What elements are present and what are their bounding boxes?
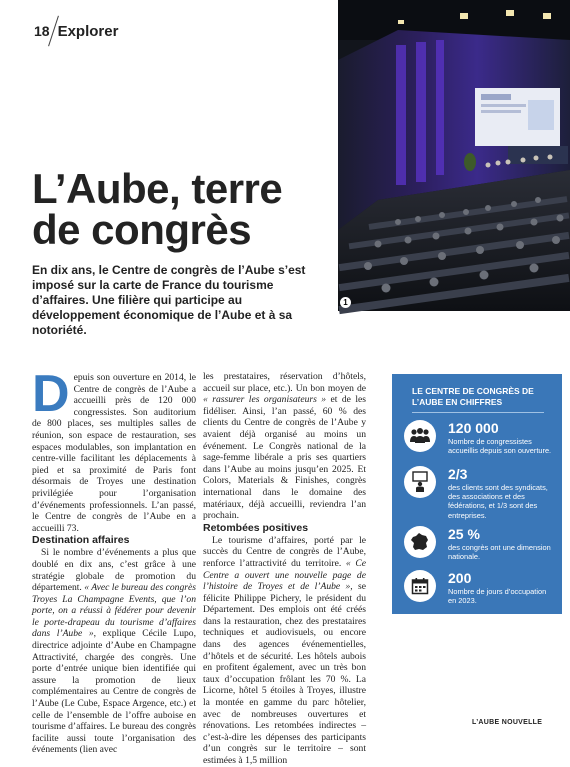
text-segment: , explique Cécile Lupo, directrice adjointe d’Aube en Champagne Attractivité, chargée des congrès. Une porte d’entrée unique bien identifiée qui assure la promotion de lieux complémentaires au Centre de congrès de l’Aube (Le Cube, Espace Argence, etc.) et celle de l’ensemble de l’offre auboise en tourisme d’affaires. Le bureau des congrès facilite aussi toute l’organisation des événements (lien avec xyxy=(32,628,196,756)
stat-clients xyxy=(404,466,556,520)
stat-value: 200 xyxy=(448,570,472,586)
france-map-icon xyxy=(404,526,436,558)
paragraph-intro xyxy=(32,365,196,534)
stat-description: Nombre de congressistes accueillis depuis son ouverture. xyxy=(448,437,552,456)
calendar-icon xyxy=(404,570,436,602)
text-segment: Le tourisme d’affaires, porté par le succès du Centre de congrès de l’Aube, renforce l’attractivité du territoire. xyxy=(203,534,366,569)
page-header xyxy=(34,18,118,44)
stat-value: 120 000 xyxy=(448,420,499,436)
section-label: Explorer xyxy=(57,22,119,40)
stat-occupation xyxy=(404,570,556,605)
paragraph-destination xyxy=(32,547,196,756)
stat-description: des congrès ont une dimension nationale. xyxy=(448,543,551,562)
article-column-1 xyxy=(32,365,196,756)
title-line-2: de congrès xyxy=(32,206,252,253)
key-figures-title: LE CENTRE DE CONGRÈS DE L’AUBE EN CHIFFRES xyxy=(412,386,534,407)
quote-pichery: « Ce Centre a ouvert une nouvelle page de l’histoire de Troyes et de l’Aube » xyxy=(203,557,366,593)
subhead-destination-affaires: Destination affaires xyxy=(32,534,130,547)
dropcap: D xyxy=(32,365,70,423)
magazine-brand: L’AUBE NOUVELLE xyxy=(472,719,543,726)
text-segment: Si le nombre d’événements a plus que doublé en dix ans, c’est grâce à une stratégie globale de promotion du département. xyxy=(32,547,196,594)
stat-description: Nombre de jours d’occupation en 2023. xyxy=(448,587,547,606)
paragraph-retombees xyxy=(203,535,366,767)
text-segment: , se félicite Philippe Pichery, le président du Département. Des emplois ont été créés dans la restauration, chez des prestataires techniques et audiovisuels, ou encore dans des agences événementielles, d’hôtels et de sécurité. Les hôtels aubois en profitent également, avec un très bon taux d’occupation frôlant les 70 %. La Licorne, hôtel 5 étoiles à Troyes, illustre la montée en gamme du parc hôtelier, avec de nombreuses ouvertures et rénovations. Les retombées indirectes – c’est-à-dire les dépenses des participants d’un congrès sur le territoire – sont estimées à 1,5 million xyxy=(203,581,366,766)
stat-description: des clients sont des syndicats, des associations et des fédérations, et 1/3 sont des entreprises. xyxy=(448,483,548,520)
stat-value: 2/3 xyxy=(448,466,468,482)
key-figures-box xyxy=(392,374,562,614)
presenter-icon xyxy=(404,466,436,498)
photo-number-badge: 1 xyxy=(340,297,351,308)
title-line-1: L’Aube, terre xyxy=(32,165,283,212)
subhead-retombees-positives: Retombées positives xyxy=(203,521,309,534)
article-title xyxy=(32,165,332,253)
auditorium-illustration xyxy=(338,0,570,311)
intro-text: epuis son ouverture en 2014, le Centre de congrès de l’Aube a accueilli près de 120 000 congressistes. Son auditorium de 800 places, ses multiples salles de réunion, son espace de restauration, ses espaces modulables, son implantation en centre-ville facilitant les déplacements à pied et sa proximité de Paris font désormais de Troyes une destination privilégiée pour l’organisation d’événements professionnels. L’an passé, le Centre de congrès de l’Aube en a accueilli 73. xyxy=(32,372,196,534)
paragraph-continued xyxy=(203,371,366,522)
text-segment: les prestataires, réservation d’hôtels, accueil sur place, etc.). Un bon moyen de xyxy=(203,371,366,394)
article-column-2 xyxy=(203,371,366,766)
article-lead: En dix ans, le Centre de congrès de l’Aube s’est imposé sur la carte de France du tourisme d’affaires. Une filière qui participe au développement économique de l’Aube et à sa notoriété. xyxy=(32,263,306,337)
key-figures-divider xyxy=(412,412,544,413)
text-segment: et de les fidéliser. Ainsi, l’an passé, 60 % des clients du Centre de congrès de l’Aube y avaient déjà organisé au moins un événement. Le Congrès national de la sage-femme libérale a pris ses quartiers dans l’Aube au moins jusqu’en 2025. Et Colors, Materials & Finishes, congrès international dans le domaine des matériaux, déjà accueilli, reviendra l’an prochain. xyxy=(203,394,366,522)
people-icon xyxy=(404,420,436,452)
auditorium-photo xyxy=(338,0,570,311)
quote-rassurer: « rassurer les organisateurs » xyxy=(203,394,327,406)
stat-value: 25 % xyxy=(448,526,480,542)
quote-lupo: « Avec le bureau des congrès Troyes La Champagne Events, que l’on porte, on a réussi à fédérer pour devenir le porte-drapeau du tourisme d’affaires dans l’Aube » xyxy=(32,582,196,640)
stat-congressistes xyxy=(404,420,556,455)
stat-national xyxy=(404,526,556,561)
page-number: 18 xyxy=(34,23,50,39)
